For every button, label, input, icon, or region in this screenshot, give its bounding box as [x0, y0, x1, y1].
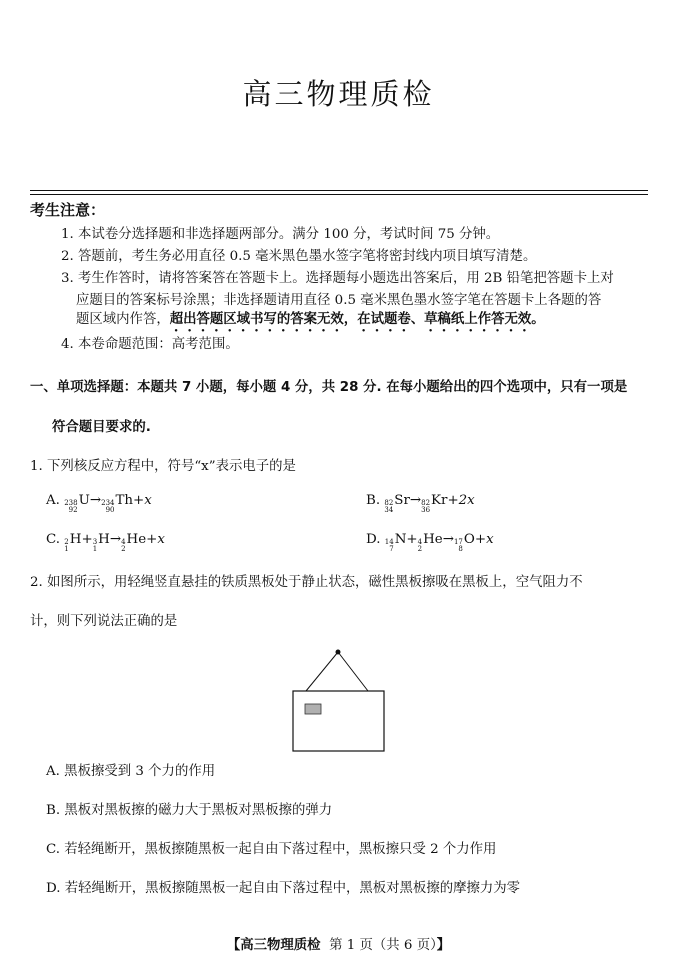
q2-option-d: D. 若轻绳断开，黑板擦随黑板一起自由下落过程中，黑板对黑板擦的摩擦力为零: [46, 881, 521, 896]
notice-item-3: 3. 考生作答时，请将答案答在答题卡上。选择题每小题选出答案后，用 2B 铅笔把答题卡上对: [61, 271, 614, 286]
nuclide-numbers: 14 7: [384, 538, 394, 553]
nuclide-symbol: He: [423, 532, 443, 547]
nuclide-symbol: H: [98, 532, 110, 547]
blackboard-figure: [285, 645, 395, 757]
page-title: 高三物理质检: [242, 77, 435, 111]
nuclide-numbers: 82 34: [384, 499, 394, 514]
nuclide-symbol: Th: [115, 493, 134, 508]
option-label: A.: [46, 493, 60, 508]
blackboard: [293, 691, 384, 751]
notice-heading: 考生注意：: [30, 201, 106, 219]
nail: [336, 650, 341, 655]
nuclide-numbers: 234 90: [101, 499, 115, 514]
footer-title: 【高三物理质检: [226, 938, 321, 953]
notice-item-3-cont: 应题目的答案标号涂黑；非选择题请用直径 0.5 毫米黑色墨水签字笔在答题卡上各题的答: [76, 293, 602, 308]
nuclide-numbers: 4 2: [121, 538, 126, 553]
nuclide-symbol: N: [394, 532, 407, 547]
notice-item-1: 1. 本试卷分选择题和非选择题两部分。满分 100 分，考试时间 75 分钟。: [61, 227, 500, 242]
nuclide-numbers: 2 1: [64, 538, 69, 553]
rope-left: [306, 652, 338, 691]
q1-stem: 1. 下列核反应方程中，符号“x”表示电子的是: [30, 459, 296, 474]
notice-item-4: 4. 本卷命题范围：高考范围。: [61, 337, 239, 352]
q2-option-a: A. 黑板擦受到 3 个力的作用: [46, 764, 216, 779]
q1-option-c: C. 2 1 H+ 3 1 H→ 4 2 He+x: [46, 532, 165, 553]
nuclide-symbol: H: [69, 532, 82, 547]
footer-page-number: 第 1 页（共 6 页）: [329, 938, 437, 953]
notice-item-3-tail: 题区域内作答，: [76, 312, 170, 327]
q2-stem-cont: 计，则下列说法正确的是: [30, 614, 178, 629]
nuclide-symbol: Sr: [394, 493, 410, 508]
option-label: C.: [46, 532, 61, 547]
nuclide-symbol: He: [126, 532, 147, 547]
header-rule-bottom: [30, 194, 648, 195]
rope-right: [338, 652, 368, 691]
notice-item-2: 2. 答题前，考生务必用直径 0.5 毫米黑色墨水签字笔将密封线内项目填写清楚。: [61, 249, 537, 264]
equation-tail: +x: [133, 493, 152, 508]
nuclide-numbers: 3 1: [92, 538, 98, 553]
nuclide-numbers: 82 36: [421, 499, 431, 514]
equation-tail: +2x: [447, 493, 475, 508]
section1-heading: 一、单项选择题：本题共 7 小题，每小题 4 分，共 28 分. 在每小题给出的四个选项中，只有一项是: [30, 380, 628, 395]
option-label: B.: [366, 493, 381, 508]
q2-option-b: B. 黑板对黑板擦的磁力大于黑板对黑板擦的弹力: [46, 803, 333, 818]
q1-option-a: A. 238 92 U→ 234 90 Th+x: [46, 493, 152, 514]
equation-tail: +x: [474, 532, 494, 547]
nuclide-symbol: U: [78, 493, 90, 508]
header-rule-top: [30, 190, 648, 191]
nuclide-symbol: O: [463, 532, 475, 547]
nuclide-numbers: 238 92: [64, 499, 78, 514]
q2-option-c: C. 若轻绳断开，黑板擦随黑板一起自由下落过程中，黑板擦只受 2 个力作用: [46, 842, 497, 857]
nuclide-numbers: 4 2: [417, 538, 423, 553]
page-footer: [0, 934, 677, 953]
notice-item-3-end: [76, 308, 545, 335]
section1-heading-cont: 符合题目要求的.: [52, 420, 151, 435]
nuclide-symbol: Kr: [431, 493, 448, 508]
footer-close: 】: [436, 938, 451, 953]
q2-stem: 2. 如图所示，用轻绳竖直悬挂的铁质黑板处于静止状态，磁性黑板擦吸在黑板上，空气阻力不: [30, 575, 583, 590]
notice-emphasis: 超出答题区域书写的答案无效，在试题卷、草稿纸上作答无效。: [169, 312, 545, 327]
nuclide-numbers: 17 8: [453, 538, 463, 553]
equation-tail: +x: [146, 532, 165, 547]
q1-option-b: B. 82 34 Sr→ 82 36 Kr+2x: [366, 493, 475, 514]
eraser: [305, 704, 321, 714]
option-label: D.: [366, 532, 381, 547]
q1-option-d: D. 14 7 N+ 4 2 He→ 17 8 O+x: [366, 532, 494, 553]
